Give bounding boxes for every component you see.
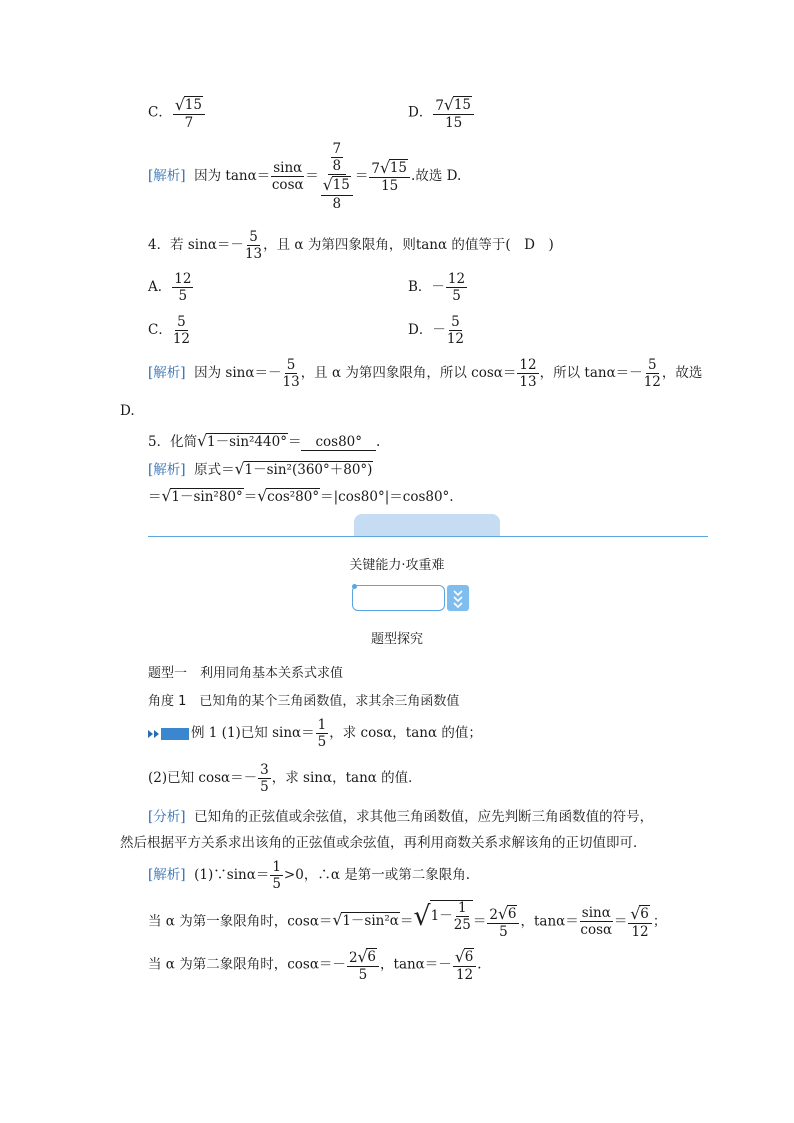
example-marker-icon [148,728,189,740]
example-1-part-1: 例 1 (1)已知 sinα＝ $\frac{1}{5}$ ，求 cosα，tanα 的值； [148,718,482,749]
q3-solution: [解析] 因为 tanα＝ $\frac{\sin\alpha}{\cos\alpha}$ ＝ $\frac{7}{8}$ √ 15 8 ＝ 7 √ 15 15 .故选 D. [148,141,462,212]
q3-option-d: D． 7 √ 15 15 [408,96,475,130]
solution-tag: [解析] [148,167,186,184]
q4-solution: [解析] 因为 sinα＝－ $\frac{5}{13}$ ，且 α 为第四象限角，所以 cosα＝ $\frac{12}{13}$ ，所以 tanα＝－ $\frac{5}{12}$ ，故选 [148,357,703,391]
answer-blank: cos80° [301,434,376,451]
solution-tag: [解析] [148,365,186,382]
solution-line-2: 当 α 为第一象限角时，cosα＝ √ 1－sin²α ＝ √ 1－ $\frac{1}{25}$ ＝ 2 √ 6 5 ，tanα＝ $\frac{\sin\alpha}{\cos\alpha}$ ＝ √ 6 12 ； [148,900,667,940]
solution-line-1: [解析] (1)∵sinα＝ $\frac{1}{5}$ >0，∴α 是第一或第二象限角. [148,859,471,893]
example-1-part-2: (2)已知 cosα＝－ $\frac{3}{5}$ ，求 sinα，tanα 的值． [148,762,422,796]
section-badge [352,585,470,611]
solution-tag: [解析] [148,867,186,884]
section-divider [148,514,708,538]
q5-solution-line2: ＝ √ 1－sin²80° ＝ √ cos²80° ＝|cos80°|＝cos80°. [148,487,454,505]
q5-solution: [解析] 原式＝ √ 1－sin²(360°＋80°) [148,460,373,478]
analysis-tag: [分析] [148,809,186,825]
chevron-down-icon [447,585,469,611]
q4-option-b: B．－ $\frac{12}{5}$ [408,271,466,305]
divider-line [148,536,708,537]
q4-option-d: D．－ $\frac{5}{12}$ [408,314,465,348]
q4-solution-wrap: D. [120,403,135,419]
q4-stem: 4．若 sinα＝－ $\frac{5}{13}$ ，且 α 为第四象限角，则tanα 的值等于( D ) [148,229,554,263]
q4-option-a: A． $\frac{12}{5}$ [148,271,192,305]
solution-line-3: 当 α 为第二象限角时，cosα＝－ 2 √ 6 5 ，tanα＝－ √ 6 12 . [148,947,482,984]
q4-option-c: C． $\frac{5}{12}$ [148,314,191,348]
section-title: 关键能力·攻重难 [349,558,445,573]
q5-stem: 5．化简 √ 1－sin²440° ＝ cos80° . [148,432,381,450]
badge-frame [352,585,445,611]
example-marker-bar [161,728,189,740]
analysis-line-2: 然后根据平方关系求出该角的正弦值或余弦值，再利用商数关系求解该角的正切值即可． [120,835,647,851]
analysis-line-1: [分析] 已知角的正弦值或余弦值，求其他三角函数值，应先判断三角函数值的符号， [148,809,654,825]
section-subtitle: 题型探究 [370,632,423,647]
section-tab [354,514,500,536]
topic-angle-heading: 角度 1 已知角的某个三角函数值，求其余三角函数值 [148,694,460,709]
solution-tag: [解析] [148,462,186,478]
topic-type-heading: 题型一 利用同角基本关系式求值 [148,666,344,681]
q3-option-c: C． √ 15 7 [148,96,206,130]
